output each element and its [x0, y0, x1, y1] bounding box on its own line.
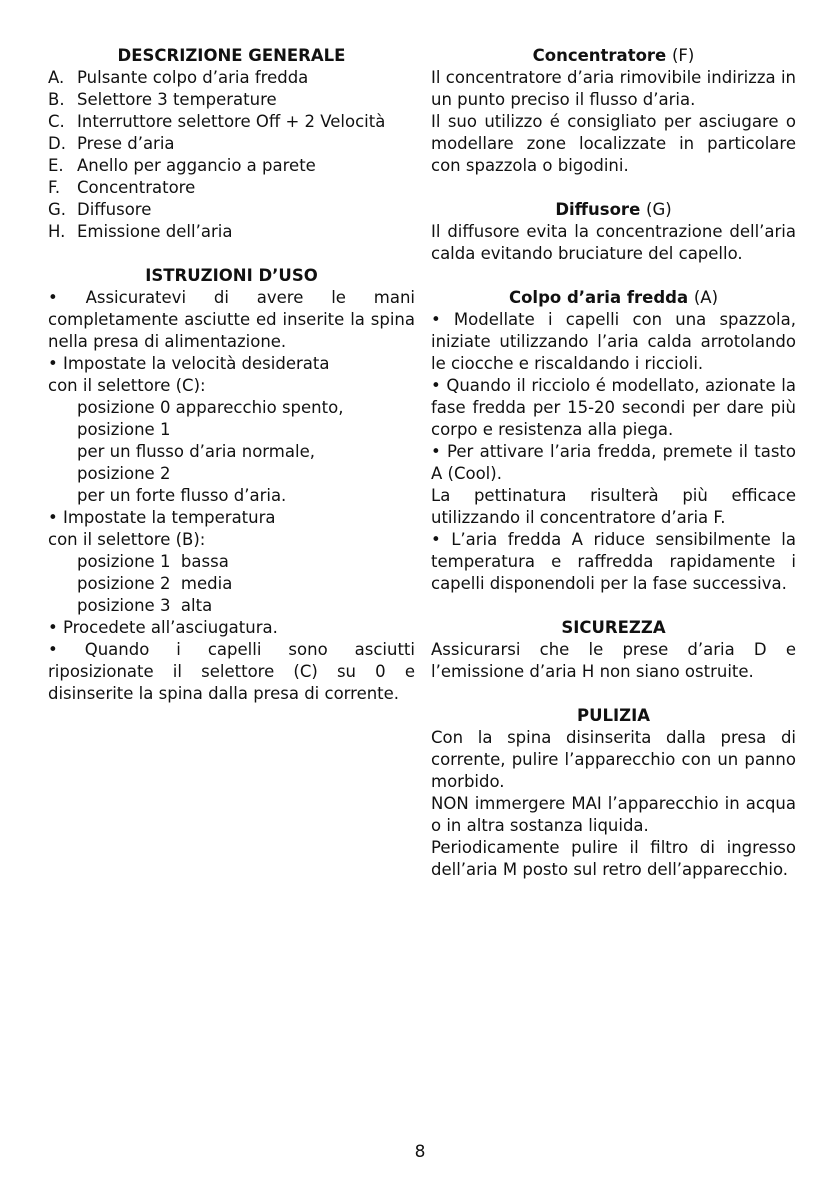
heading-ref: (A)	[693, 288, 719, 307]
list-letter: E.	[48, 156, 64, 175]
cleaning-paragraph: NON immergere MAI l’apparecchio in acqua o in altra sostanza liquida.	[431, 794, 796, 835]
list-letter: B.	[48, 90, 65, 109]
list-letter: G.	[48, 200, 67, 219]
list-item	[48, 89, 415, 111]
list-text: Anello per aggancio a parete	[77, 156, 316, 175]
heading-ref: (G)	[646, 200, 672, 219]
page-number: 8	[414, 1142, 426, 1162]
general-description-heading: DESCRIZIONE GENERALE	[117, 46, 346, 65]
speed-option: posizione 2	[77, 464, 171, 483]
temperature-selector-line: con il selettore (B):	[48, 530, 206, 549]
right-column	[431, 45, 796, 881]
list-letter: D.	[48, 134, 66, 153]
heading-text: Concentratore	[532, 46, 667, 65]
cleaning-paragraph: Periodicamente pulire il filtro di ingresso dell’aria M posto sul retro dell’apparecchio.	[431, 838, 796, 879]
usage-paragraph: • Assicuratevi di avere le mani completamente asciutte ed inserite la spina nella presa di alimentazione.	[48, 288, 415, 351]
cold-shot-paragraph: • Modellate i capelli con una spazzola, iniziate utilizzando l’aria calda arrotolando le ciocche e riscaldando i riccioli.	[431, 310, 796, 373]
diffuser-heading	[431, 199, 796, 221]
left-column	[48, 45, 415, 705]
list-item	[48, 199, 415, 221]
cold-shot-paragraph: La pettinatura risulterà più efficace utilizzando il concentratore d’aria F.	[431, 486, 796, 527]
temperature-intro: • Impostate la temperatura	[48, 508, 276, 527]
temperature-option: posizione 3 alta	[77, 596, 213, 615]
list-letter: A.	[48, 68, 65, 87]
list-text: Interruttore selettore Off + 2 Velocità	[77, 112, 386, 131]
concentrator-paragraph: Il suo utilizzo é consigliato per asciugare o modellare zone localizzate in particolare con spazzola o bigodini.	[431, 112, 796, 175]
list-item	[48, 133, 415, 155]
parts-list	[48, 67, 415, 243]
cold-shot-paragraph: • Per attivare l’aria fredda, premete il tasto A (Cool).	[431, 442, 796, 483]
cold-shot-heading	[431, 287, 796, 309]
list-letter: F.	[48, 178, 61, 197]
list-text: Pulsante colpo d’aria fredda	[77, 68, 309, 87]
list-text: Prese d’aria	[77, 134, 175, 153]
list-item	[48, 111, 415, 133]
speed-selector-line: con il selettore (C):	[48, 376, 206, 395]
heading-text: Colpo d’aria fredda	[508, 288, 689, 307]
list-text: Diffusore	[77, 200, 152, 219]
list-letter: H.	[48, 222, 66, 241]
list-item	[48, 155, 415, 177]
heading-text: Diffusore	[555, 200, 641, 219]
concentrator-paragraph: Il concentratore d’aria rimovibile indirizza in un punto preciso il flusso d’aria.	[431, 68, 796, 109]
cleaning-paragraph: Con la spina disinserita dalla presa di corrente, pulire l’apparecchio con un panno morbido.	[431, 728, 796, 791]
safety-heading: SICUREZZA	[561, 618, 666, 637]
speed-option: per un flusso d’aria normale,	[77, 442, 315, 461]
cold-shot-paragraph: • Quando il ricciolo é modellato, azionate la fase fredda per 15-20 secondi per dare più corpo e resistenza alla piega.	[431, 376, 796, 439]
list-text: Concentratore	[77, 178, 196, 197]
speed-option: posizione 1	[77, 420, 171, 439]
list-text: Emissione dell’aria	[77, 222, 233, 241]
speed-option: per un forte flusso d’aria.	[77, 486, 287, 505]
proceed-step: • Procedete all’asciugatura.	[48, 618, 278, 637]
temperature-option: posizione 2 media	[77, 574, 233, 593]
list-letter: C.	[48, 112, 65, 131]
safety-paragraph: Assicurarsi che le prese d’aria D e l’emissione d’aria H non siano ostruite.	[431, 640, 796, 681]
list-item	[48, 221, 415, 243]
speed-option: posizione 0 apparecchio spento,	[77, 398, 344, 417]
usage-heading: ISTRUZIONI D’USO	[145, 266, 318, 285]
speed-intro: • Impostate la velocità desiderata	[48, 354, 330, 373]
heading-ref: (F)	[672, 46, 695, 65]
list-item	[48, 177, 415, 199]
temperature-option: posizione 1 bassa	[77, 552, 229, 571]
list-item	[48, 67, 415, 89]
concentrator-heading	[431, 45, 796, 67]
diffuser-paragraph: Il diffusore evita la concentrazione dell’aria calda evitando bruciature del capello.	[431, 222, 796, 263]
cold-shot-paragraph: • L’aria fredda A riduce sensibilmente la temperatura e raffredda rapidamente i capelli disponendoli per la fase successiva.	[431, 530, 796, 593]
list-text: Selettore 3 temperature	[77, 90, 277, 109]
cleaning-heading: PULIZIA	[576, 706, 651, 725]
final-step: • Quando i capelli sono asciutti riposizionate il selettore (C) su 0 e disinserite la spina dalla presa di corrente.	[48, 640, 415, 703]
